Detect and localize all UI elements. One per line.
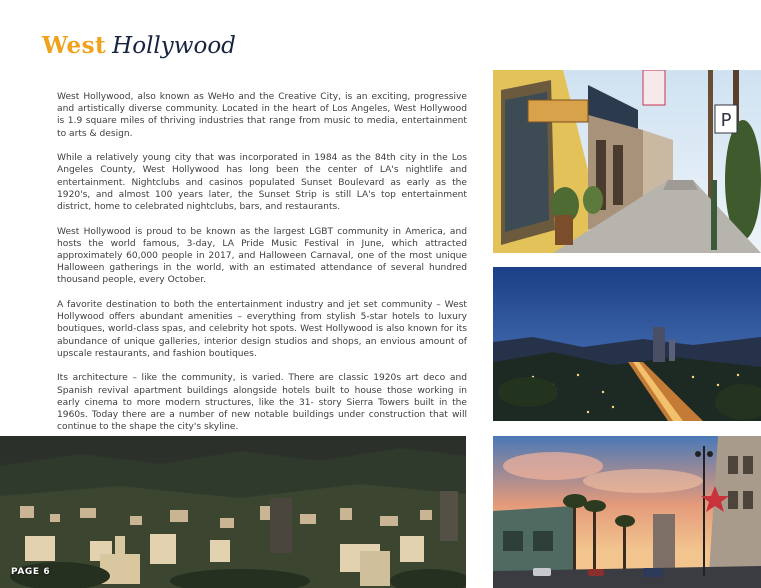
- photo-sunset-boulevard: [493, 436, 761, 588]
- photo-street-scene: [493, 70, 761, 253]
- page-number: PAGE 6: [11, 567, 51, 577]
- title-west: West: [42, 32, 107, 59]
- photo-hollywood-hills: [0, 436, 466, 588]
- page-title: [42, 28, 236, 64]
- paragraph-destination: A favorite destination to both the entertainment industry and jet set community – West Hollywood offers abundant amenities – everything from stylish 5-star hotels to luxury boutiques, world-class spas, and celebrity hot spots. West Hollywood is also known for its abundance of unique galleries, interior design studios and shops, an envious amount of upscale restaurants, and fashion boutiques.: [57, 300, 467, 359]
- photo-dusk-cityscape: [493, 267, 761, 421]
- paragraph-lgbt: West Hollywood is proud to be known as the largest LGBT community in America, and hosts the world famous, 3-day, LA Pride Music Festival in June, which attracted approximately 60,000 people in 2017, and Halloween Carnaval, one of the most unique Halloween gatherings in the world, with an estimated attendance of several hundred thousand people, every October.: [57, 226, 467, 286]
- article-body: [57, 91, 467, 446]
- paragraph-intro: West Hollywood, also known as WeHo and the Creative City, is an exciting, progressive and artistically diverse community. Located in the heart of Los Angeles, West Hollywood is 1.9 square miles of thriving industries that range from music to media, entertainment to arts & design.: [57, 92, 467, 139]
- paragraph-history: While a relatively young city that was incorporated in 1984 as the 84th city in the Los Angeles County, West Hollywood has long been the center of LA's nightlife and entertainment. Nightclubs and casinos populated Sunset Boulevard as early as the 1920's, and almost 100 years later, the Sunset Strip is still LA's top entertainment district, home to celebrated nightclubs, bars, and restaurants.: [57, 153, 467, 213]
- svg-text:P: P: [720, 110, 732, 131]
- title-hollywood: Hollywood: [112, 33, 236, 59]
- paragraph-architecture: Its architecture – like the community, is varied. There are classic 1920s art deco and Spanish revival apartment buildings alongside hotels built to house those working in early cinema to more modern structures, like the 31- story Sierra Towers built in the 1960s. Today there are a number of new notable buildings under construction that will continue to the shape the city's skyline.: [57, 373, 467, 433]
